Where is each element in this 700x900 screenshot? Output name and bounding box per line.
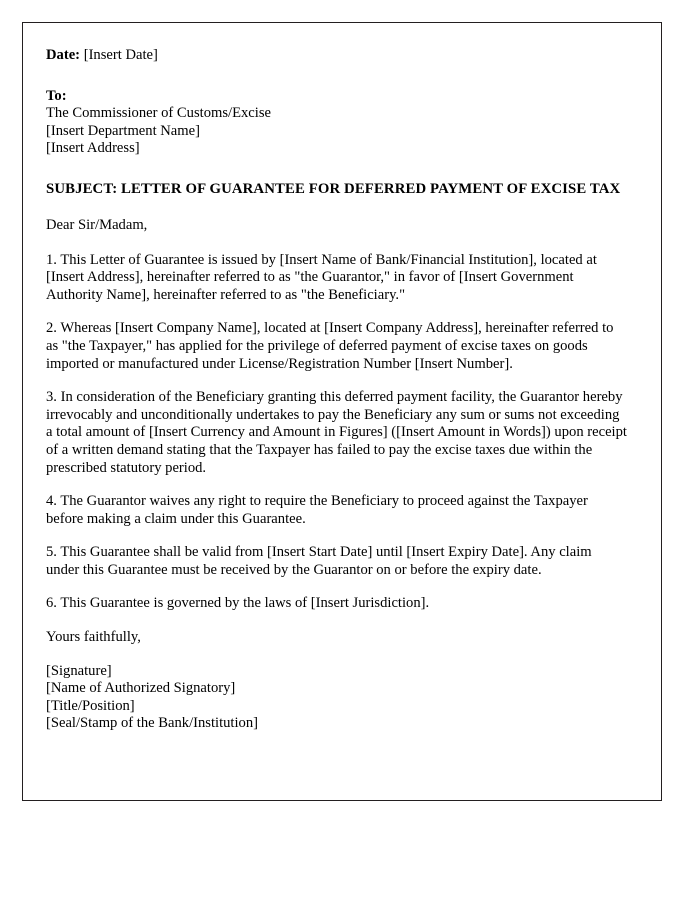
recipient-label: To: [46, 87, 67, 104]
document-page [22, 22, 662, 801]
signature-block [46, 663, 628, 733]
signature-placeholder: [Signature] [46, 662, 112, 679]
date-value: [Insert Date] [83, 47, 158, 63]
clause-paragraph-5: 5. This Guarantee shall be valid from [Insert Start Date] until [Insert Expiry Date]. Any claim under this Guarantee must be received by the Guarantor on or before the expiry date. [46, 544, 592, 578]
clause-paragraph-2: 2. Whereas [Insert Company Name], located at [Insert Company Address], hereinafter referred to as "the Taxpayer," has applied for the privilege of deferred payment of excise taxes on goods imported or manufactured under License/Registration Number [Insert Number]. [46, 320, 614, 372]
recipient-line-1: The Commissioner of Customs/Excise [46, 105, 271, 122]
subject-heading: SUBJECT: LETTER OF GUARANTEE FOR DEFERRED PAYMENT OF EXCISE TAX [46, 180, 621, 197]
recipient-line-3: [Insert Address] [46, 140, 140, 157]
salutation: Dear Sir/Madam, [46, 216, 148, 233]
date-label: Date: [46, 47, 81, 63]
clause-paragraph-6: 6. This Guarantee is governed by the laws of [Insert Jurisdiction]. [46, 595, 430, 612]
seal-stamp-placeholder: [Seal/Stamp of the Bank/Institution] [46, 715, 258, 732]
clause-paragraph-1: 1. This Letter of Guarantee is issued by [Insert Name of Bank/Financial Institution], located at [Insert Address], hereinafter referred to as "the Guarantor," in favor of [Insert Government Authority Name], hereinafter referred to as "the Beneficiary." [46, 251, 597, 303]
document-body [23, 23, 661, 733]
clause-paragraph-4: 4. The Guarantor waives any right to require the Beneficiary to proceed against the Taxpayer before making a claim under this Guarantee. [46, 493, 588, 527]
signatory-name-placeholder: [Name of Authorized Signatory] [46, 680, 236, 697]
recipient-block [46, 88, 628, 158]
signatory-title-placeholder: [Title/Position] [46, 697, 135, 714]
date-line [46, 47, 628, 65]
clause-paragraph-3: 3. In consideration of the Beneficiary granting this deferred payment facility, the Guarantor hereby irrevocably and unconditionally undertakes to pay the Beneficiary any sum or sums not exceeding a total amount of [Insert Currency and Amount in Figures] ([Insert Amount in Words]) upon receipt of a written demand stating that the Taxpayer has failed to pay the excise taxes due within the prescribed statutory period. [46, 389, 627, 476]
recipient-line-2: [Insert Department Name] [46, 122, 200, 139]
closing-salutation: Yours faithfully, [46, 629, 141, 646]
